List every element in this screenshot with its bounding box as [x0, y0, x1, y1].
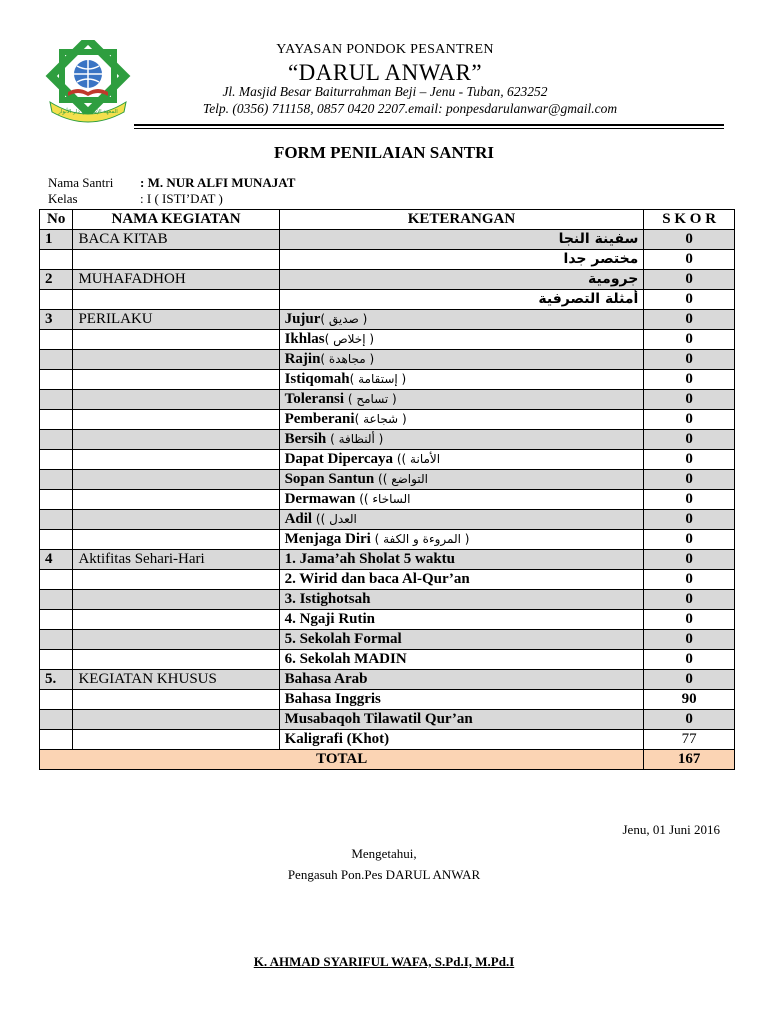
row-skor: 0: [644, 230, 735, 250]
row-no: [40, 390, 73, 410]
student-class-label: Kelas: [48, 191, 78, 206]
row-no: [40, 290, 73, 310]
row-kegiatan: [73, 570, 279, 590]
row-keterangan: [279, 350, 644, 370]
row-keterangan: [279, 490, 644, 510]
table-row: [40, 670, 735, 690]
row-skor: 0: [644, 310, 735, 330]
total-value: 167: [644, 750, 735, 770]
table-row: [40, 370, 735, 390]
table-row: [40, 730, 735, 750]
row-skor: 0: [644, 250, 735, 270]
table-row: [40, 250, 735, 270]
table-row: [40, 570, 735, 590]
row-kegiatan: MUHAFADHOH: [73, 270, 279, 290]
row-keterangan-text: 4. Ngaji Rutin: [284, 611, 376, 627]
row-kegiatan: Aktifitas Sehari-Hari: [73, 550, 279, 570]
row-no: [40, 430, 73, 450]
row-no: [40, 330, 73, 350]
row-keterangan-text: Sopan Santun: [284, 471, 375, 487]
row-keterangan: [279, 550, 644, 570]
form-title: FORM PENILAIAN SANTRI: [273, 143, 495, 162]
table-body: [40, 230, 735, 750]
header-kegiatan: NAMA KEGIATAN: [73, 210, 279, 230]
row-skor: 0: [644, 670, 735, 690]
row-no: [40, 530, 73, 550]
row-skor: 0: [644, 510, 735, 530]
row-no: 2: [40, 270, 73, 290]
table-row: [40, 230, 735, 250]
row-keterangan-text: Dapat Dipercaya: [284, 451, 394, 467]
row-skor: 0: [644, 610, 735, 630]
row-kegiatan: [73, 690, 279, 710]
row-kegiatan: PERILAKU: [73, 310, 279, 330]
table-row: [40, 490, 735, 510]
row-keterangan-text: Jujur: [284, 311, 321, 327]
row-keterangan-arabic: ( شجاعة ): [354, 412, 407, 426]
row-no: 4: [40, 550, 73, 570]
row-keterangan: [279, 390, 644, 410]
row-keterangan-text: Bersih: [284, 431, 327, 447]
row-keterangan: [279, 530, 644, 550]
row-keterangan: [279, 450, 644, 470]
row-kegiatan: [73, 630, 279, 650]
caretaker-title: Pengasuh Pon.Pes DARUL ANWAR: [287, 867, 481, 882]
row-kegiatan: [73, 330, 279, 350]
table-row: [40, 650, 735, 670]
logo-ribbon-text: المعهد الإسلامي دار الأنوار: [58, 109, 118, 115]
row-keterangan-text: Bahasa Arab: [284, 671, 368, 687]
row-keterangan-text: Kaligrafi (Khot): [284, 731, 390, 747]
row-keterangan: [279, 730, 644, 750]
row-keterangan-arabic: ( تسامح ): [344, 392, 397, 406]
row-no: 1: [40, 230, 73, 250]
row-keterangan: [279, 670, 644, 690]
row-kegiatan: BACA KITAB: [73, 230, 279, 250]
row-kegiatan: [73, 430, 279, 450]
row-keterangan-text: Menjaga Diri: [284, 531, 371, 547]
row-keterangan: [279, 330, 644, 350]
row-keterangan-text: 1. Jama’ah Sholat 5 waktu: [284, 551, 456, 567]
score-table: [39, 209, 735, 770]
row-keterangan-arabic: ( صديق ): [320, 312, 368, 326]
row-keterangan: [279, 710, 644, 730]
student-class-line: [48, 191, 223, 207]
row-keterangan-arabic: (( الأمانة: [393, 452, 441, 466]
student-class-value: : I ( ISTI’DAT ): [140, 191, 223, 206]
table-row: [40, 590, 735, 610]
row-keterangan: [279, 430, 644, 450]
row-keterangan-arabic: ( مجاهدة ): [320, 352, 375, 366]
contact-info: Telp. (0356) 711158, 0857 0420 2207.email: ponpesdarulanwar@gmail.com: [202, 101, 618, 116]
signing-date: Jenu, 01 Juni 2016: [622, 822, 720, 837]
student-name-label: Nama Santri: [48, 175, 114, 190]
header-rule-thin: [134, 128, 724, 129]
row-no: [40, 370, 73, 390]
row-kegiatan: [73, 650, 279, 670]
address: Jl. Masjid Besar Baiturrahman Beji – Jenu - Tuban, 623252: [222, 84, 548, 99]
row-no: 5.: [40, 670, 73, 690]
row-keterangan: [279, 650, 644, 670]
row-keterangan: سفينة النجا: [279, 230, 644, 250]
table-row: [40, 470, 735, 490]
row-keterangan-text: 5. Sekolah Formal: [284, 631, 402, 647]
row-keterangan: [279, 310, 644, 330]
table-row: [40, 310, 735, 330]
acknowledged-label: Mengetahui,: [351, 846, 417, 861]
row-kegiatan: [73, 250, 279, 270]
row-no: [40, 490, 73, 510]
row-keterangan-text: Rajin: [284, 351, 321, 367]
row-keterangan-arabic: ( ألنظافة ): [326, 432, 384, 446]
row-keterangan: مختصر جدا: [279, 250, 644, 270]
table-row: [40, 530, 735, 550]
row-kegiatan: [73, 410, 279, 430]
row-no: [40, 710, 73, 730]
row-kegiatan: [73, 710, 279, 730]
pesantren-logo: [44, 40, 132, 124]
row-keterangan: [279, 610, 644, 630]
row-skor: 0: [644, 550, 735, 570]
table-row: [40, 690, 735, 710]
header-no: No: [40, 210, 73, 230]
row-skor: 0: [644, 450, 735, 470]
row-no: [40, 410, 73, 430]
row-keterangan: أمثلة التصرفية: [279, 290, 644, 310]
row-keterangan: [279, 510, 644, 530]
row-kegiatan: [73, 390, 279, 410]
row-kegiatan: [73, 450, 279, 470]
header-rule-thick: [134, 124, 724, 126]
row-no: [40, 690, 73, 710]
table-row: [40, 510, 735, 530]
row-keterangan-text: Dermawan: [284, 491, 356, 507]
row-keterangan-arabic: ( إخلاص ): [324, 332, 375, 346]
row-no: [40, 510, 73, 530]
row-keterangan-text: 6. Sekolah MADIN: [284, 651, 407, 667]
student-name-line: [48, 175, 295, 191]
row-no: [40, 570, 73, 590]
row-kegiatan: [73, 490, 279, 510]
row-skor: 0: [644, 270, 735, 290]
row-no: [40, 450, 73, 470]
row-keterangan-text: Ikhlas: [284, 331, 325, 347]
row-kegiatan: [73, 350, 279, 370]
student-name-value: : M. NUR ALFI MUNAJAT: [140, 175, 296, 190]
row-keterangan-text: Adil: [284, 511, 313, 527]
table-row: [40, 290, 735, 310]
row-keterangan: [279, 370, 644, 390]
row-skor: 0: [644, 490, 735, 510]
table-row: [40, 550, 735, 570]
row-keterangan: [279, 410, 644, 430]
row-kegiatan: [73, 590, 279, 610]
row-kegiatan: [73, 610, 279, 630]
row-kegiatan: [73, 370, 279, 390]
row-skor: 0: [644, 650, 735, 670]
row-skor: 0: [644, 370, 735, 390]
row-keterangan-text: Istiqomah: [284, 371, 350, 387]
row-no: [40, 350, 73, 370]
row-skor: 0: [644, 290, 735, 310]
table-row: [40, 630, 735, 650]
row-keterangan-text: Pemberani: [284, 411, 355, 427]
row-keterangan-text: Toleransi: [284, 391, 345, 407]
row-kegiatan: [73, 290, 279, 310]
row-skor: 0: [644, 330, 735, 350]
row-skor: 0: [644, 630, 735, 650]
table-row: [40, 330, 735, 350]
row-skor: 77: [644, 730, 735, 750]
row-kegiatan: KEGIATAN KHUSUS: [73, 670, 279, 690]
table-row: [40, 390, 735, 410]
header-skor: S K O R: [644, 210, 735, 230]
pesantren-name: “DARUL ANWAR”: [287, 60, 483, 85]
row-keterangan-text: Musabaqoh Tilawatil Qur’an: [284, 711, 473, 727]
table-header-row: [40, 210, 735, 230]
header-keterangan: KETERANGAN: [279, 210, 644, 230]
table-row: [40, 450, 735, 470]
row-keterangan: [279, 470, 644, 490]
row-keterangan: [279, 570, 644, 590]
table-row: [40, 270, 735, 290]
row-skor: 0: [644, 710, 735, 730]
row-no: 3: [40, 310, 73, 330]
row-kegiatan: [73, 470, 279, 490]
row-skor: 0: [644, 570, 735, 590]
row-skor: 0: [644, 390, 735, 410]
row-keterangan-arabic: (( العدل: [312, 512, 357, 526]
table-row: [40, 350, 735, 370]
row-keterangan: [279, 690, 644, 710]
row-skor: 0: [644, 590, 735, 610]
row-keterangan-arabic: (( الساخاء: [355, 492, 411, 506]
table-row: [40, 410, 735, 430]
row-skor: 90: [644, 690, 735, 710]
row-skor: 0: [644, 430, 735, 450]
row-keterangan: [279, 590, 644, 610]
row-skor: 0: [644, 470, 735, 490]
row-keterangan-arabic: ( إستقامة ): [349, 372, 407, 386]
row-skor: 0: [644, 410, 735, 430]
row-keterangan-text: Bahasa Inggris: [284, 691, 381, 707]
row-skor: 0: [644, 530, 735, 550]
row-keterangan-text: 3. Istighotsah: [284, 591, 371, 607]
signer-name: K. AHMAD SYARIFUL WAFA, S.Pd.I, M.Pd.I: [253, 954, 515, 969]
total-row: [40, 750, 735, 770]
row-no: [40, 730, 73, 750]
row-no: [40, 610, 73, 630]
row-skor: 0: [644, 350, 735, 370]
row-no: [40, 630, 73, 650]
row-no: [40, 470, 73, 490]
row-kegiatan: [73, 730, 279, 750]
row-no: [40, 250, 73, 270]
row-kegiatan: [73, 530, 279, 550]
row-keterangan-text: 2. Wirid dan baca Al-Qur’an: [284, 571, 470, 587]
table-row: [40, 610, 735, 630]
row-keterangan-arabic: ( المروءة و الكفة ): [370, 532, 470, 546]
row-kegiatan: [73, 510, 279, 530]
table-row: [40, 430, 735, 450]
org-name: YAYASAN PONDOK PESANTREN: [276, 42, 494, 57]
total-label: TOTAL: [40, 750, 644, 770]
row-no: [40, 590, 73, 610]
row-keterangan: [279, 630, 644, 650]
row-keterangan-arabic: (( التواضع: [374, 472, 428, 486]
table-row: [40, 710, 735, 730]
row-keterangan: جرومية: [279, 270, 644, 290]
row-no: [40, 650, 73, 670]
